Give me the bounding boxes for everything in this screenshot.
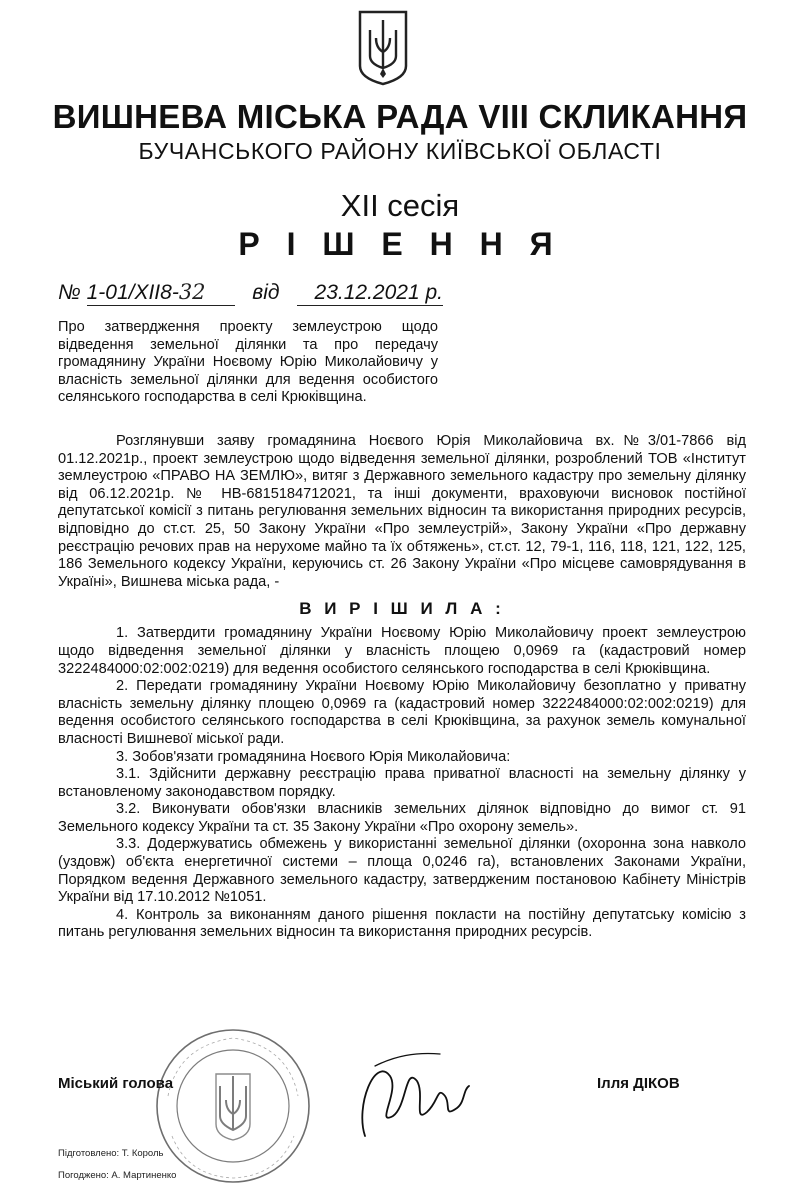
agreed-by: Погоджено: А. Мартиненко	[58, 1170, 177, 1181]
decision-number: 1-01/XII8-32	[87, 280, 235, 306]
region-subtitle: БУЧАНСЬКОГО РАЙОНУ КИЇВСЬКОЇ ОБЛАСТІ	[138, 138, 662, 164]
number-label: №	[58, 281, 81, 304]
resolution-item: 3.1. Здійснити державну реєстрацію права приватної власності на земельну ділянку у встановленому законодавством порядку.	[58, 766, 746, 800]
resolved-heading: В И Р І Ш И Л А :	[299, 599, 505, 619]
document-type: Р І Ш Е Н Н Я	[238, 226, 562, 262]
trident-emblem-icon	[356, 8, 410, 86]
decision-subject: Про затвердження проекту землеустрою щодо відведення земельної ділянки та про передачу громадянину України Ноєвому Юрію Миколайовичу у власність земельної ділянки для ведення особистого селянського господарства в селі Крюківщина.	[58, 319, 438, 406]
resolution-item: 1. Затвердити громадянину України Ноєвому Юрію Миколайовичу проект землеустрою щодо відведення земельної ділянки у власність площею 0,0969 га (кадастровий номер 3222484000:02:002:0219) для ведення особистого селянського господарства в селі Крюківщина.	[58, 625, 746, 677]
resolution-item: 2. Передати громадянину України Ноєвому Юрію Миколайовичу безоплатно у приватну власність земельну ділянку площею 0,0969 га (кадастровий номер 3222484000:02:002:0219) для ведення особистого селянського господарства в селі Крюківщина, за рахунок земель комунальної власності Вишневої міської ради.	[58, 678, 746, 747]
preamble-paragraph: Розглянувши заяву громадянина Ноєвого Юрія Миколайовича вх.№3/01-7866 від 01.12.2021р., проект землеустрою щодо відведення земельної ділянки, розроблений ТОВ «Інститут землеустрою «ПРАВО НА ЗЕМЛЮ», витяг з Державного земельного кадастру про земельну ділянку від 06.12.2021р. № НВ-6815184712021, та інші документи, враховуючи висновок постійної депутатської комісії з питань регулювання земельних відносин та використання природних ресурсів, відповідно до ст.ст. 25, 50 Закону України «Про землеустрій», Закону України «Про державну реєстрацію речових прав на нерухоме майно та їх обтяжень», ст.ст. 12, 79-1, 116, 118, 121, 122, 125, 186 Земельного кодексу України, керуючись ст. 26 Закону України «Про місцеве самоврядування в Україні», Вишнева міська рада, -	[58, 433, 746, 590]
decision-body	[58, 433, 746, 942]
resolution-item: 4. Контроль за виконанням даного рішення покласти на постійну депутатську комісію з питань регулювання земельних відносин та використання природних ресурсів.	[58, 906, 746, 941]
council-title: ВИШНЕВА МІСЬКА РАДА VIII СКЛИКАННЯ	[52, 98, 748, 135]
decision-date: 23.12.2021 р.	[297, 281, 443, 306]
session-label: XII сесія	[340, 188, 460, 223]
decision-number-line	[58, 280, 443, 306]
date-label: від	[252, 281, 280, 304]
mayor-title: Міський голова	[58, 1075, 174, 1092]
decision-number-handwritten: 32	[178, 280, 206, 304]
prepared-by: Підготовлено: Т. Король	[58, 1148, 164, 1159]
mayor-name: Ілля ДІКОВ	[597, 1075, 680, 1092]
resolution-item: 3.2. Виконувати обов'язки власників земельних ділянок відповідно до вимог ст. 91 Земельного кодексу України та ст. 35 Закону України «Про охорону земель».	[58, 801, 746, 835]
official-stamp-icon	[148, 1026, 318, 1186]
resolution-item: 3. Зобов'язати громадянина Ноєвого Юрія Миколайовича:	[116, 748, 511, 765]
signature-mark	[345, 1046, 475, 1146]
resolution-item: 3.3. Додержуватись обмежень у використанні земельної ділянки (охоронна зона навколо (уздовж) об'єкта енергетичної системи – площа 0,0246 га), встановлених Законами України, Порядком ведення Державного земельного кадастру, затвердженим постановою Кабінету Міністрів України від 17.10.2012 №1051.	[58, 836, 746, 906]
